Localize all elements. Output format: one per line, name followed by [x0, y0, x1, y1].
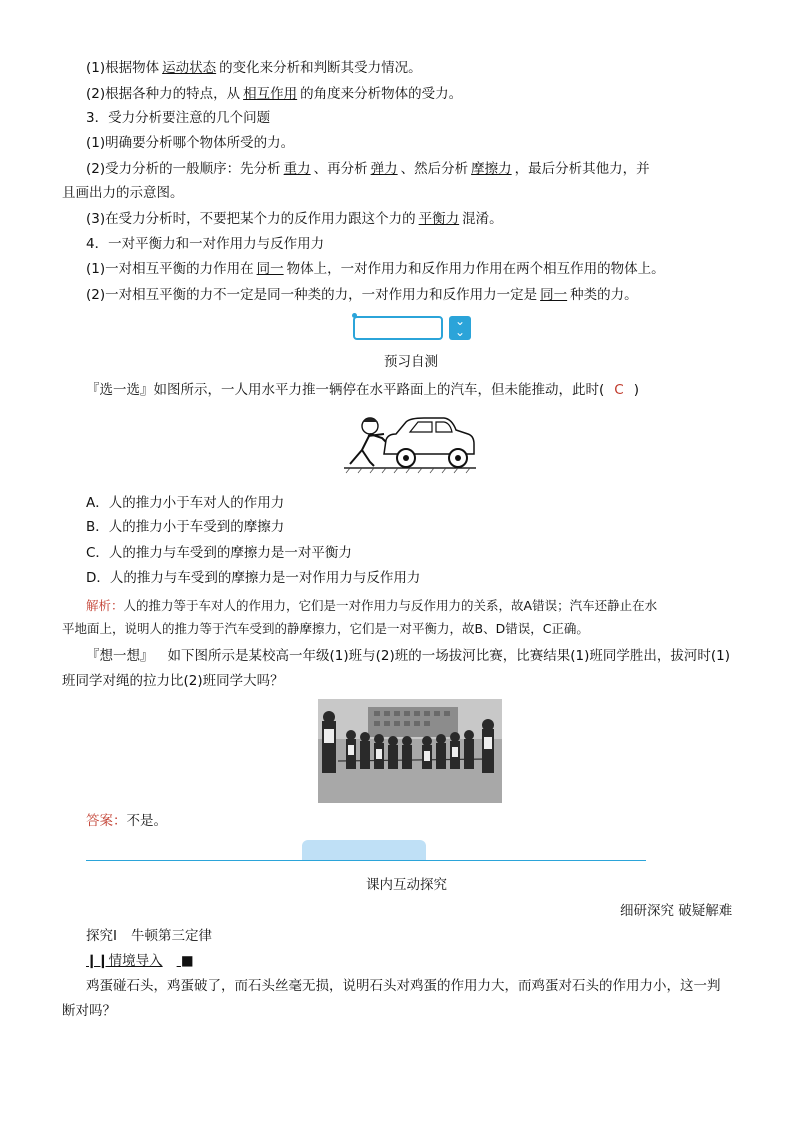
section-title: 课内互动探究: [366, 877, 447, 893]
answer-line: 答案：不是。: [86, 813, 167, 829]
answer-blank: 同一: [256, 261, 284, 277]
text-line-2: (2)根据各种力的特点，从 相互作用 的角度来分析物体的受力。: [86, 86, 463, 102]
text-line-4: (1)明确要分析哪个物体所受的力。: [86, 135, 295, 151]
analysis-label: 解析：: [86, 598, 124, 613]
answer-blank: 摩擦力: [471, 161, 512, 177]
question-label: 『选一选』: [86, 382, 154, 398]
think-line-2: 班同学对绳的拉力比(2)班同学大吗？: [62, 673, 284, 689]
intro-line-1: 鸡蛋碰石头，鸡蛋破了，而石头丝毫无损，说明石头对鸡蛋的作用力大，而鸡蛋对石头的作用力小，这一判: [86, 978, 721, 994]
answer-blank: 相互作用: [243, 86, 298, 102]
option-a: A．人的推力小于车对人的作用力: [86, 495, 285, 511]
option-c: C．人的推力与车受到的摩擦力是一对平衡力: [86, 545, 352, 561]
analysis-line-1: 解析：人的推力等于车对人的作用力，它们是一对作用力与反作用力的关系，故A错误；汽车还静止在水: [86, 598, 658, 613]
car-push-image: [340, 404, 478, 474]
preview-title: 预习自测: [384, 354, 438, 370]
think-label: 『想一想』: [86, 648, 154, 664]
answer-label: 答案：: [86, 813, 127, 829]
preview-badge: [353, 316, 443, 340]
double-chevron-down-icon: ⌄ ⌄: [449, 316, 471, 340]
section-subtitle: 细研深究 破疑解难: [620, 903, 733, 919]
text-line-5: (2)受力分析的一般顺序：先分析 重力 、再分析 弹力 、然后分析 摩擦力 ，最后分析其他力，并: [86, 161, 650, 177]
text-line-1: (1)根据物体 运动状态 的变化来分析和判断其受力情况。: [86, 60, 422, 76]
intro-line-2: 断对吗？: [62, 1003, 116, 1019]
question-answer: C: [614, 382, 624, 398]
intro-heading: ❙❙情境导入 ■: [86, 953, 194, 969]
text-line-9: (2)一对相互平衡的力不一定是同一种类的力，一对作用力和反作用力一定是 同一 种类的力。: [86, 287, 638, 303]
option-b: B．人的推力小于车受到的摩擦力: [86, 519, 285, 535]
section-divider: [86, 860, 646, 861]
text-line-7: (3)在受力分析时，不要把某个力的反作用力跟这个力的 平衡力 混淆。: [86, 211, 503, 227]
think-line-1: 『想一想』 如下图所示是某校高一年级(1)班与(2)班的一场拔河比赛，比赛结果(1)班同学胜出，拔河时(1): [86, 648, 730, 664]
text-line-6: 且画出力的示意图。: [62, 185, 184, 201]
section-tab: [302, 840, 426, 860]
analysis-line-2: 平地面上，说明人的推力等于汽车受到的静摩擦力，它们是一对平衡力，故B、D错误，C正确。: [62, 621, 589, 636]
answer-blank: 弹力: [370, 161, 398, 177]
answer-blank: 重力: [283, 161, 311, 177]
tug-of-war-photo: [318, 699, 502, 803]
heading-3: 3．受力分析要注意的几个问题: [86, 110, 271, 126]
heading-4: 4．一对平衡力和一对作用力与反作用力: [86, 236, 325, 252]
question-line: 『选一选』如图所示，一人用水平力推一辆停在水平路面上的汽车，但未能推动，此时( C ): [86, 382, 639, 398]
explore-heading: 探究Ⅰ 牛顿第三定律: [86, 928, 212, 944]
answer-blank: 平衡力: [418, 211, 460, 227]
option-d: D．人的推力与车受到的摩擦力是一对作用力与反作用力: [86, 570, 421, 586]
answer-blank: 同一: [540, 287, 568, 303]
intro-mark-icon: ■: [180, 953, 194, 969]
text-line-8: (1)一对相互平衡的力作用在 同一 物体上，一对作用力和反作用力作用在两个相互作用的物体上。: [86, 261, 665, 277]
answer-blank: 运动状态: [162, 60, 217, 76]
